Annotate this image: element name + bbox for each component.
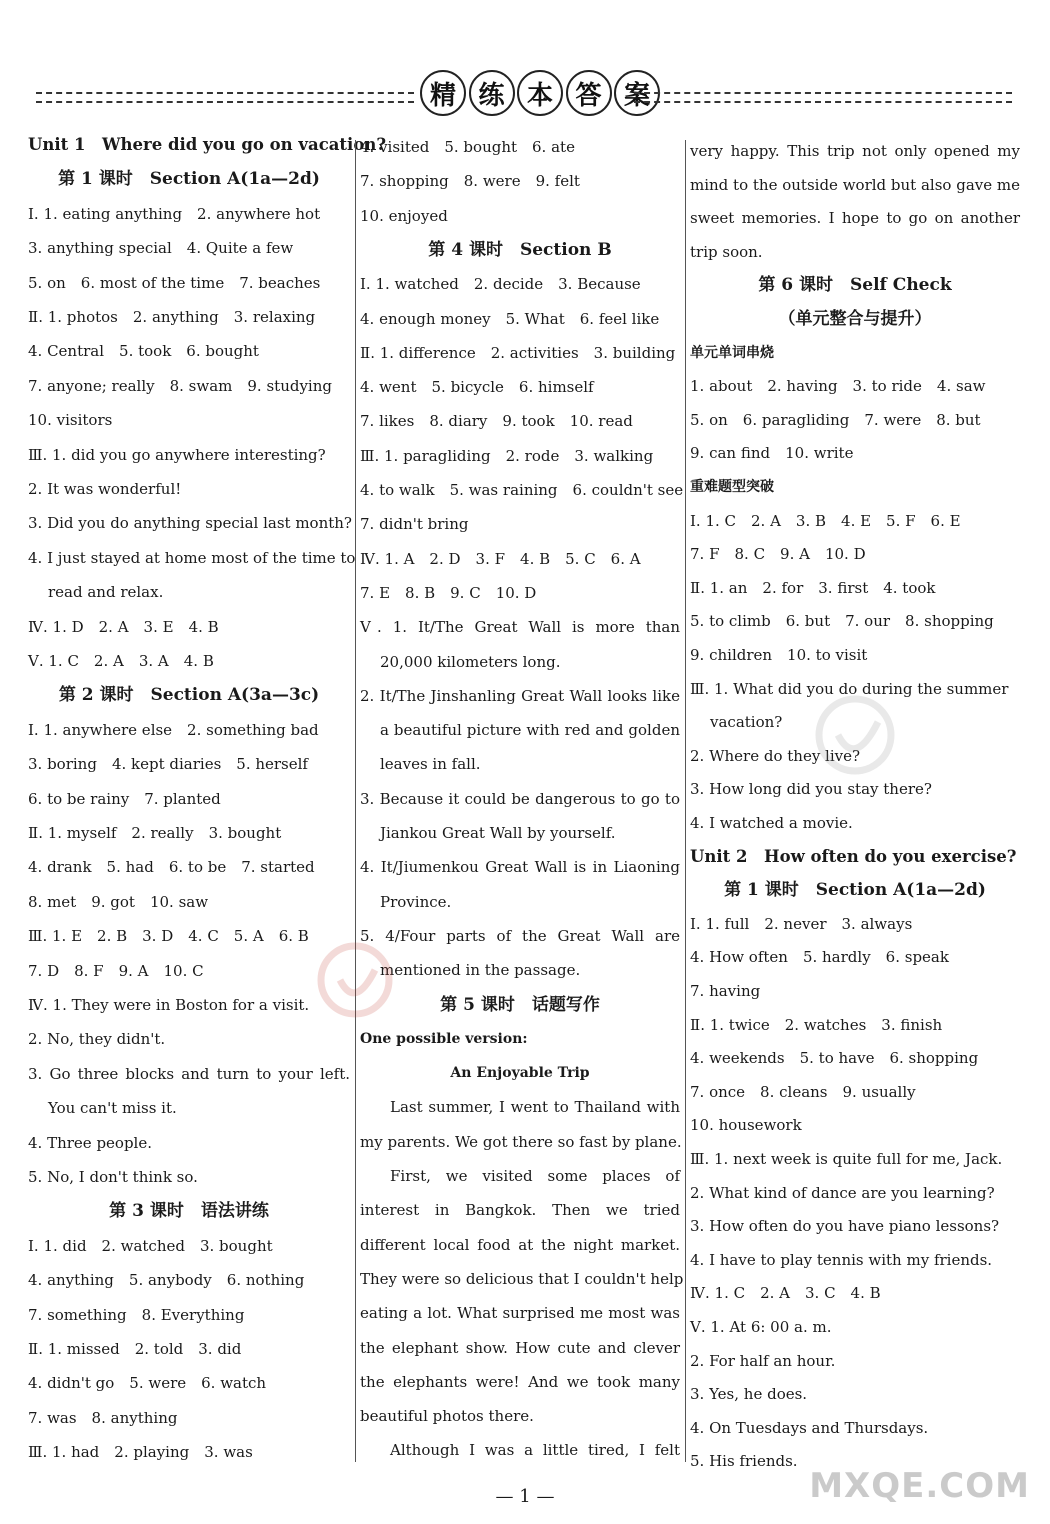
answer-line: 4. On Tuesdays and Thursdays. [690, 1418, 929, 1437]
answer-line: Ⅱ. 1. twice 2. watches 3. finish [690, 1015, 943, 1034]
section-heading: 第 3 课时 语法讲练 [109, 1201, 269, 1222]
section-heading: 第 4 课时 Section B [428, 239, 612, 260]
answer-line: Province. [380, 892, 452, 911]
answer-line: One possible version: [360, 1030, 528, 1047]
answer-line: 7. likes 8. diary 9. took 10. read [360, 412, 633, 431]
header-title-char: 练 [469, 70, 515, 116]
answer-line: 4. enough money 5. What 6. feel like [360, 309, 660, 328]
answer-line: 7. didn't bring [360, 515, 469, 534]
header-title [420, 70, 660, 116]
answer-line: 5. to climb 6. but 7. our 8. shopping [690, 612, 994, 631]
answer-line: beautiful photos there. [360, 1407, 534, 1426]
answer-line: 3. Yes, he does. [690, 1385, 808, 1404]
answer-line: 3. Go three blocks and turn to your left. [28, 1064, 350, 1083]
page-number: — 1 — [495, 1486, 555, 1507]
answer-line: 2. What kind of dance are you learning? [690, 1183, 995, 1202]
answer-line: Ⅲ. 1. paragliding 2. rode 3. walking [360, 446, 654, 465]
answer-line: trip soon. [690, 242, 763, 261]
answer-line: 4. went 5. bicycle 6. himself [360, 378, 594, 397]
answer-line: 5. on 6. paragliding 7. were 8. but [690, 410, 981, 429]
answer-line: 2. Where do they live? [690, 746, 861, 765]
answer-line: Ⅲ. 1. did you go anywhere interesting? [28, 445, 326, 464]
answer-line: Ⅲ. 1. next week is quite full for me, Jack. [690, 1150, 1003, 1168]
answer-line: 7. shopping 8. were 9. felt [360, 172, 580, 191]
site-watermark-stamp [809, 1430, 1030, 1510]
answer-line: You can't miss it. [48, 1099, 177, 1118]
answer-line: First, we visited some places of [390, 1167, 680, 1185]
answer-line: 2. It was wonderful! [28, 480, 182, 498]
answer-line: different local food at the night market. [360, 1235, 680, 1254]
answer-line: Ⅴ. 1. C 2. A 3. A 4. B [28, 652, 214, 670]
answer-line: Ⅰ. 1. C 2. A 3. B 4. E 5. F 6. E [690, 511, 961, 530]
site-watermark-text: MXQE.COM [809, 1466, 1030, 1506]
answer-line: very happy. This trip not only opened my [690, 142, 1020, 160]
answer-line: the elephants were! And we took many [360, 1372, 680, 1391]
answer-line: sweet memories. I hope to go on another [690, 209, 1020, 228]
answer-line: mentioned in the passage. [380, 961, 581, 980]
answer-line: 4. I have to play tennis with my friends. [690, 1250, 993, 1269]
answer-line: 4. Central 5. took 6. bought [28, 342, 259, 361]
answer-line: my parents. We got there so fast by plane. [360, 1132, 682, 1151]
header-rule-left [36, 92, 414, 103]
header-title-char: 答 [566, 70, 612, 116]
answer-line: 5. His friends. [690, 1452, 798, 1471]
answer-line: eating a lot. What surprised me most was [360, 1304, 680, 1323]
answer-line: 10. housework [690, 1116, 802, 1135]
answer-line: read and relax. [48, 583, 164, 602]
answer-line: 5. 4/Four parts of the Great Wall are [360, 926, 680, 945]
answer-line: leaves in fall. [380, 755, 481, 774]
answer-line: Ⅴ. 1. It/The Great Wall is more than [360, 618, 680, 637]
section-heading: 第 6 课时 Self Check [758, 275, 952, 296]
column-divider [685, 140, 686, 1462]
column-divider [355, 140, 356, 1462]
answer-line: Ⅱ. 1. missed 2. told 3. did [28, 1340, 242, 1358]
answer-line: 3. boring 4. kept diaries 5. herself [28, 755, 308, 774]
answer-line: Ⅲ. 1. What did you do during the summer [690, 679, 1009, 698]
answer-line: 5. on 6. most of the time 7. beaches [28, 273, 321, 292]
answer-line: Ⅳ. 1. A 2. D 3. F 4. B 5. C 6. A [360, 549, 641, 568]
answer-line: Ⅲ. 1. E 2. B 3. D 4. C 5. A 6. B [28, 927, 309, 946]
page-header [36, 68, 1012, 120]
answer-line: 7. once 8. cleans 9. usually [690, 1082, 916, 1101]
answer-line: 4. Three people. [28, 1133, 152, 1152]
answer-line: Last summer, I went to Thailand with [390, 1098, 680, 1117]
answer-line: 7. anyone; really 8. swam 9. studying [28, 376, 332, 395]
answer-column-3 [690, 130, 1020, 1471]
answer-line: An Enjoyable Trip [450, 1065, 590, 1082]
header-title-char: 精 [420, 70, 466, 116]
header-title-char: 案 [614, 70, 660, 116]
answer-column-1 [28, 130, 386, 1464]
section-heading: 第 1 课时 Section A(1a—2d) [724, 880, 986, 901]
section-heading: Unit 1 Where did you go on vacation? [28, 135, 386, 154]
answer-line: 重难题型突破 [690, 479, 774, 495]
answer-line: 6. to be rainy 7. planted [28, 789, 221, 808]
section-heading: Unit 2 How often do you exercise? [690, 846, 1017, 866]
answer-line: Ⅳ. 1. C 2. A 3. C 4. B [690, 1284, 881, 1303]
answer-line: Ⅱ. 1. difference 2. activities 3. building [360, 343, 676, 362]
answer-line: 7. something 8. Everything [28, 1305, 245, 1324]
answer-line: 4. It/Jiumenkou Great Wall is in Liaoning [360, 858, 680, 877]
answer-line: 3. How often do you have piano lessons? [690, 1217, 1000, 1236]
answer-line: Ⅰ. 1. anywhere else 2. something bad [28, 720, 319, 739]
answer-line: 4. to walk 5. was raining 6. couldn't see [360, 481, 684, 499]
answer-line: 4. weekends 5. to have 6. shopping [690, 1049, 979, 1068]
answer-line: 4. How often 5. hardly 6. speak [690, 948, 949, 967]
answer-line: Ⅱ. 1. myself 2. really 3. bought [28, 824, 282, 842]
answer-line: 9. children 10. to visit [690, 646, 868, 664]
answer-line: 10. visitors [28, 411, 113, 430]
answer-line: 3. anything special 4. Quite a few [28, 239, 294, 258]
answer-line: 单元单词串烧 [690, 344, 774, 361]
answer-column-2 [360, 130, 684, 1464]
answer-line: 10. enjoyed [360, 206, 448, 225]
answer-line: 4. visited 5. bought 6. ate [360, 138, 575, 156]
answer-line: 4. I just stayed at home most of the time to [28, 548, 356, 567]
answer-line: Ⅲ. 1. had 2. playing 3. was [28, 1443, 253, 1462]
answer-line: Jiankou Great Wall by yourself. [380, 824, 616, 842]
answer-line: 7. E 8. B 9. C 10. D [360, 583, 537, 602]
answer-line: 2. For half an hour. [690, 1351, 836, 1370]
answer-line: 3. Because it could be dangerous to go to [360, 789, 680, 808]
answer-line: 2. No, they didn't. [28, 1030, 166, 1049]
section-heading: 第 2 课时 Section A(3a—3c) [58, 685, 320, 706]
section-heading: 第 5 课时 话题写作 [440, 994, 600, 1015]
answer-line: Ⅱ. 1. an 2. for 3. first 4. took [690, 578, 936, 597]
answer-line: interest in Bangkok. Then we tried [360, 1201, 680, 1220]
answer-line: 4. I watched a movie. [690, 814, 853, 832]
answer-line: 20,000 kilometers long. [380, 652, 561, 671]
answer-line: 3. Did you do anything special last month? [28, 514, 352, 533]
answer-line: Although I was a little tired, I felt [390, 1441, 680, 1460]
answer-line: 4. didn't go 5. were 6. watch [28, 1374, 267, 1393]
answer-line: 1. about 2. having 3. to ride 4. saw [690, 377, 986, 396]
answer-line: 7. F 8. C 9. A 10. D [690, 545, 866, 564]
answer-line: They were so delicious that I couldn't help [360, 1269, 684, 1288]
answer-line: the elephant show. How cute and clever [360, 1338, 680, 1357]
answer-line: Ⅴ. 1. At 6: 00 a. m. [690, 1318, 832, 1336]
header-rule-right [634, 92, 1012, 103]
answer-line: 7. having [690, 982, 761, 1000]
answer-line: Ⅳ. 1. They were in Boston for a visit. [28, 996, 310, 1014]
answer-line: a beautiful picture with red and golden [380, 721, 680, 740]
answer-line: Ⅰ. 1. did 2. watched 3. bought [28, 1236, 273, 1255]
answer-line: 7. was 8. anything [28, 1408, 178, 1427]
answer-line: mind to the outside world but also gave me [690, 175, 1020, 194]
answer-line: 2. It/The Jinshanling Great Wall looks like [360, 686, 680, 705]
answer-line: Ⅰ. 1. watched 2. decide 3. Because [360, 275, 641, 294]
section-heading: 第 1 课时 Section A(1a—2d) [58, 169, 320, 190]
answer-line: 4. anything 5. anybody 6. nothing [28, 1271, 305, 1290]
answer-line: 4. drank 5. had 6. to be 7. started [28, 858, 315, 877]
header-title-char: 本 [517, 70, 563, 116]
answer-line: Ⅳ. 1. D 2. A 3. E 4. B [28, 617, 219, 636]
answer-line: 5. No, I don't think so. [28, 1168, 198, 1186]
section-heading: （单元整合与提升） [778, 309, 932, 329]
answer-line: vacation? [710, 713, 783, 732]
answer-line: Ⅰ. 1. full 2. never 3. always [690, 914, 913, 933]
answer-line: 3. How long did you stay there? [690, 780, 932, 799]
answer-line: Ⅰ. 1. eating anything 2. anywhere hot [28, 204, 321, 223]
answer-line: 7. D 8. F 9. A 10. C [28, 961, 204, 980]
answer-line: Ⅱ. 1. photos 2. anything 3. relaxing [28, 308, 316, 326]
answer-line: 9. can find 10. write [690, 444, 854, 463]
answer-line: 8. met 9. got 10. saw [28, 892, 209, 911]
